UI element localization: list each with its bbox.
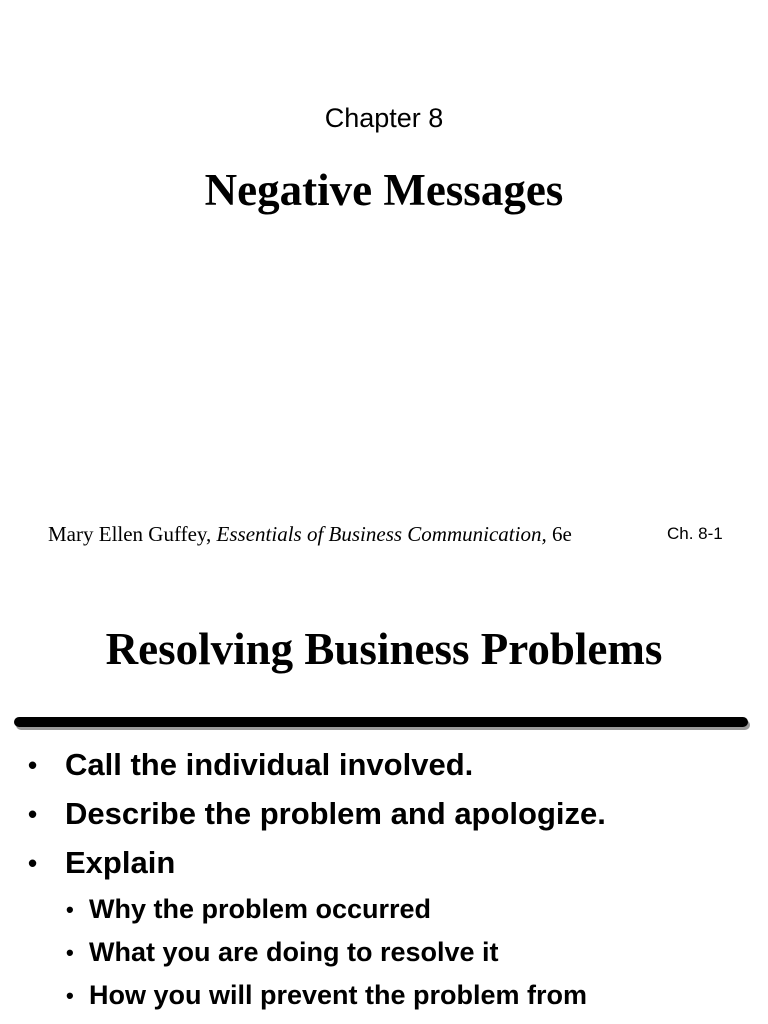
bullet-icon: • <box>28 750 38 780</box>
bullet-icon: • <box>28 848 38 878</box>
title-divider <box>14 717 748 727</box>
slide-number: Ch. 8-1 <box>667 524 723 543</box>
bullet-item <box>0 844 768 882</box>
bullet-text: Describe the problem and apologize. <box>65 796 606 831</box>
sub-bullet-text: What you are doing to resolve it <box>89 937 499 967</box>
bullet-text: Call the individual involved. <box>65 747 474 782</box>
footer-source <box>48 521 572 547</box>
sub-bullet-item <box>0 936 768 969</box>
bullet-item <box>0 795 768 833</box>
slide-title: Resolving Business Problems <box>105 624 663 674</box>
footer-book-title: Essentials of Business Communication, <box>216 522 547 546</box>
footer-author: Mary Ellen Guffey, <box>48 522 217 546</box>
sub-bullet-item <box>0 893 768 926</box>
sub-bullet-text: How you will prevent the problem from <box>89 980 588 1010</box>
sub-bullet-text: Why the problem occurred <box>89 894 432 924</box>
chapter-label: Chapter 8 <box>324 103 444 133</box>
sub-bullet-item <box>0 979 768 1012</box>
slide-2 <box>0 590 768 1024</box>
footer-edition: 6e <box>546 522 572 546</box>
sub-bullet-icon: • <box>66 940 74 965</box>
bullet-icon: • <box>28 799 38 829</box>
sub-bullet-icon: • <box>66 897 74 922</box>
bullet-text: Explain <box>65 845 176 880</box>
slide-title: Negative Messages <box>204 165 564 215</box>
sub-bullet-icon: • <box>66 983 74 1008</box>
bullet-list <box>0 746 768 1022</box>
bullet-item <box>0 746 768 784</box>
